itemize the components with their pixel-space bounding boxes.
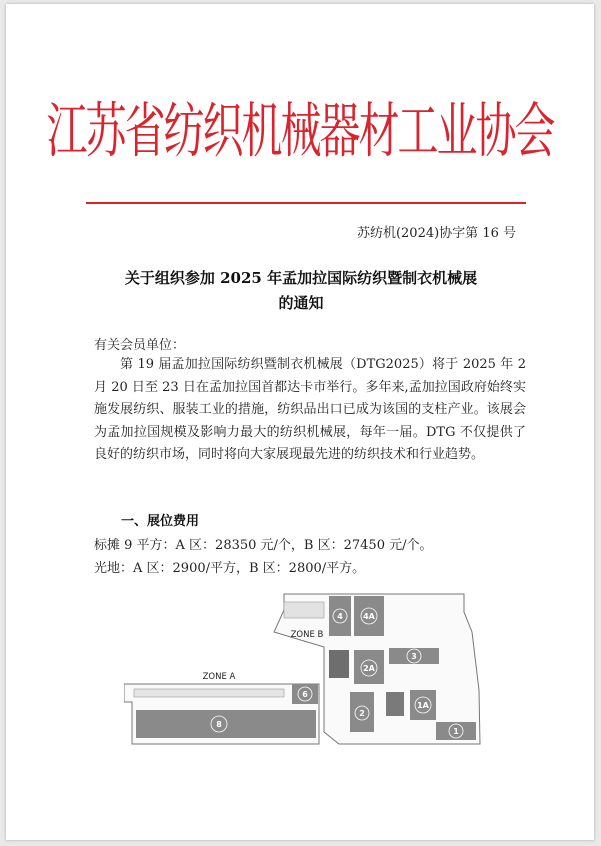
hall-6-number: 6: [302, 690, 308, 699]
hall-4a-number: 4A: [363, 612, 375, 621]
hall-8-number: 8: [216, 720, 222, 729]
hall-1-number: 1: [453, 727, 459, 736]
hall-2-number: 2: [359, 709, 365, 718]
document-title: [86, 266, 516, 316]
title-line-1: 关于组织参加 2025 年孟加拉国际纺织暨制衣机械展: [124, 269, 478, 287]
hall-3-number: 3: [411, 652, 417, 661]
salutation: 有关会员单位：: [94, 338, 186, 353]
title-line-2: 的通知: [278, 294, 324, 312]
hall-2a-number: 2A: [363, 664, 375, 673]
organization-letterhead: 江苏省纺织机械器材工业协会: [46, 96, 554, 166]
zone-a-label: ZONE A: [202, 672, 236, 682]
hall-small-block: [329, 650, 349, 678]
zone-b-label: ZONE B: [290, 630, 324, 640]
body-paragraph: 第 19 届孟加拉国际纺织暨制衣机械展（DTG2025）将于 2025 年 2 月 20 日至 23 日在孟加拉国首都达卡市举行。多年来,孟加拉国政府始终实施发展纺织、服装工业的措施，纺织品出口已成为该国的支柱产业。该展会为孟加拉国规模及影响力最大的纺织机械展，每年一届。DTG 不仅提供了良好的纺织市场，同时将向大家展现最先进的纺织技术和行业趋势。: [94, 357, 526, 462]
document-page: [6, 4, 594, 840]
exhibition-floor-map: [124, 592, 484, 754]
letterhead-rule: [86, 202, 526, 204]
document-number: 苏纺机(2024)协字第 16 号: [356, 226, 516, 241]
section-heading-fees: 一、展位费用: [121, 514, 200, 529]
hall-8-block: [136, 710, 316, 738]
hall-1a-number: 1A: [417, 701, 429, 710]
zone-b-annex: [284, 602, 324, 618]
hall-side-block: [386, 692, 404, 716]
fee-raw-space: 光地：A 区：2900/平方，B 区：2800/平方。: [94, 561, 366, 576]
hall-4-number: 4: [337, 612, 343, 621]
zone-a-strip: [134, 689, 284, 697]
fee-standard-booth: 标摊 9 平方：A 区：28350 元/个，B 区：27450 元/个。: [94, 538, 433, 553]
